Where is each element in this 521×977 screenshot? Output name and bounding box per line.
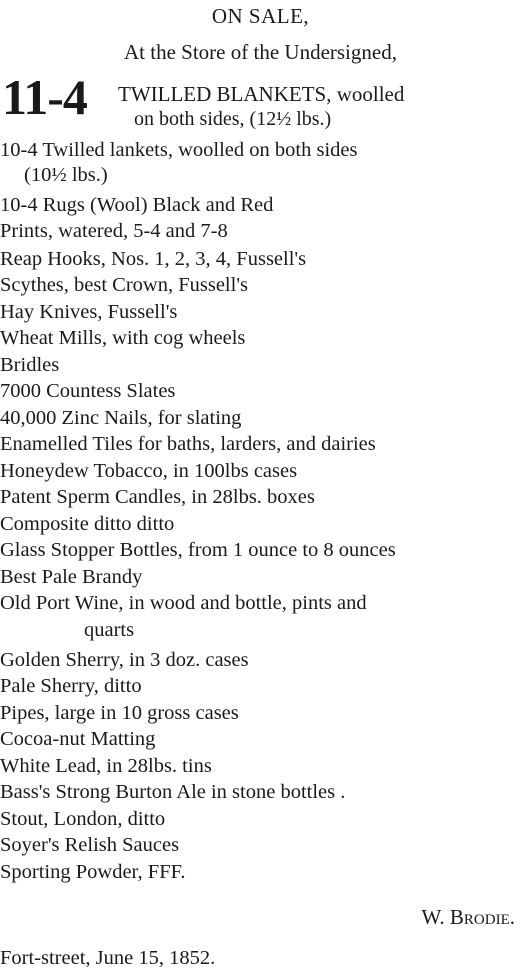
list-item: 40,000 Zinc Nails, for slating (0, 407, 242, 429)
list-item: Scythes, best Crown, Fussell's (0, 274, 248, 296)
list-item: Old Port Wine, in wood and bottle, pints and (0, 592, 367, 614)
list-item: Best Pale Brandy (0, 566, 143, 588)
list-item: Bass's Strong Burton Ale in stone bottles . (0, 781, 346, 803)
list-item: Enamelled Tiles for baths, larders, and dairies (0, 433, 376, 455)
list-item: (10½ lbs.) (24, 164, 108, 186)
list-item: Reap Hooks, Nos. 1, 2, 3, 4, Fussell's (0, 248, 307, 270)
advert-subheading: At the Store of the Undersigned, (124, 40, 397, 64)
list-item: Cocoa-nut Matting (0, 728, 156, 750)
list-item: Pale Sherry, ditto (0, 675, 142, 697)
list-item: Prints, watered, 5-4 and 7-8 (0, 220, 228, 242)
list-item: Patent Sperm Candles, in 28lbs. boxes (0, 486, 315, 508)
list-item: 10-4 Twilled lankets, woolled on both sides (0, 139, 358, 161)
list-item: Glass Stopper Bottles, from 1 ounce to 8 ounces (0, 539, 396, 561)
advert-heading: ON SALE, (211, 4, 310, 28)
lead-item-number: 11-4 (2, 69, 87, 125)
list-item: Stout, London, ditto (0, 808, 166, 830)
lead-item-line-2: on both sides, (12½ lbs.) (134, 108, 332, 130)
list-item: Golden Sherry, in 3 doz. cases (0, 649, 249, 671)
list-item: Pipes, large in 10 gross cases (0, 702, 239, 724)
list-item: Wheat Mills, with cog wheels (0, 327, 246, 349)
list-item: 7000 Countess Slates (0, 380, 176, 402)
list-item: Bridles (0, 354, 60, 376)
list-item: quarts (84, 619, 135, 641)
signature-text: W. Brodie. (421, 905, 515, 929)
list-item: Soyer's Relish Sauces (0, 834, 180, 856)
merchant-signature (422, 905, 515, 930)
list-item: Hay Knives, Fussell's (0, 301, 178, 323)
list-item: White Lead, in 28lbs. tins (0, 755, 212, 777)
lead-item-line-1: TWILLED BLANKETS, woolled (118, 82, 405, 106)
list-item: Composite ditto ditto (0, 513, 175, 535)
list-item: Honeydew Tobacco, in 100lbs cases (0, 460, 298, 482)
dateline: Fort-street, June 15, 1852. (0, 947, 216, 969)
list-item: 10-4 Rugs (Wool) Black and Red (0, 194, 274, 216)
list-item: Sporting Powder, FFF. (0, 861, 186, 883)
